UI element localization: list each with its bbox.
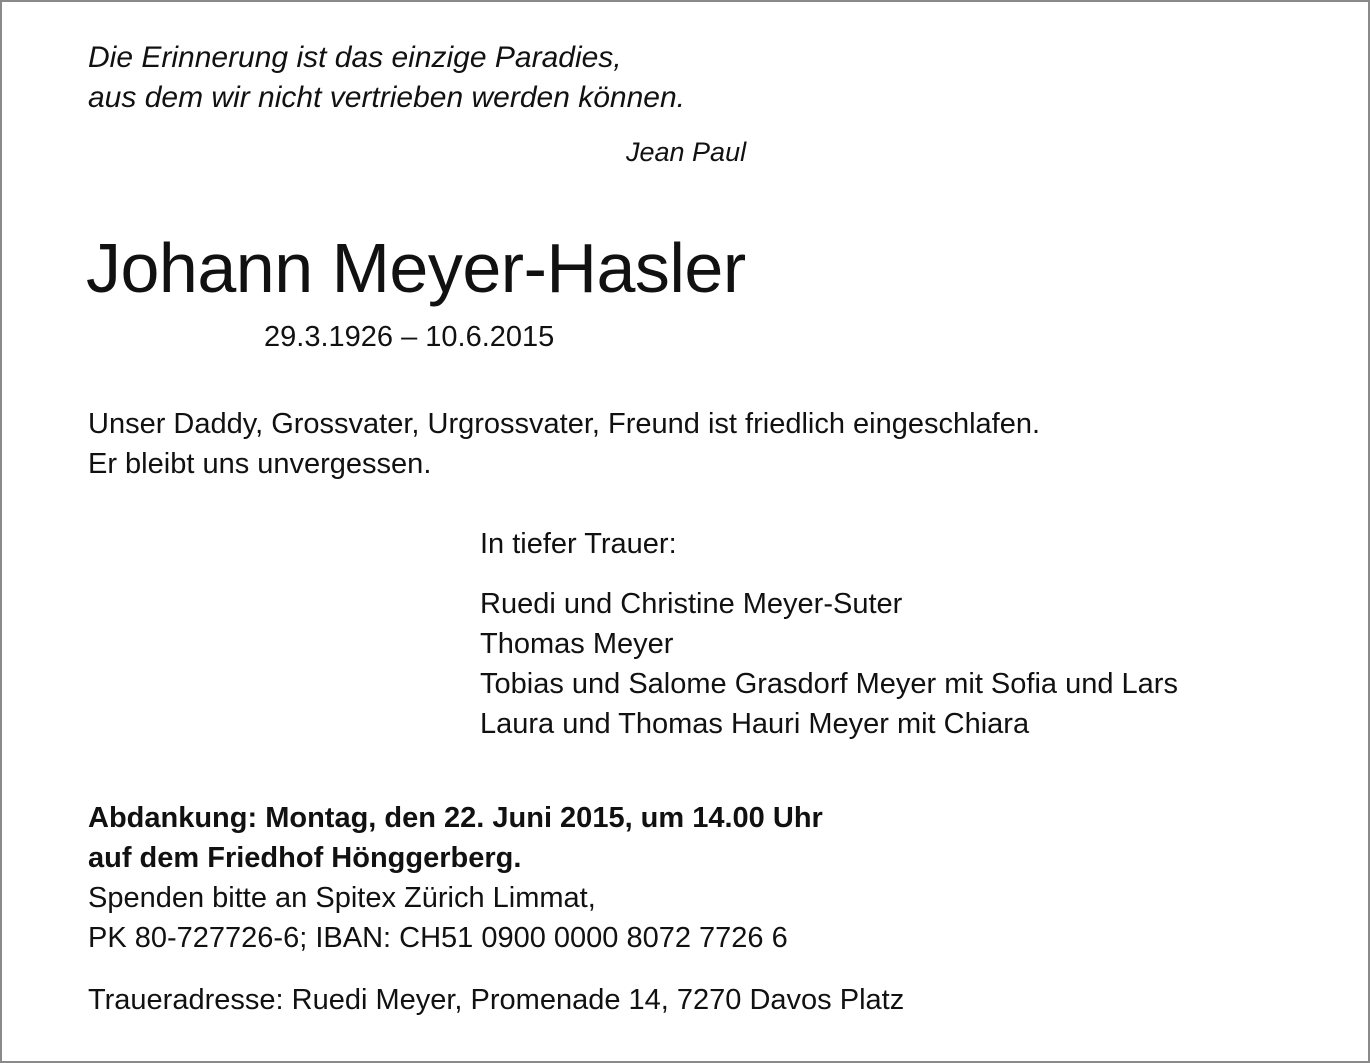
deceased-name: Johann Meyer-Hasler <box>86 229 746 307</box>
mourner-name: Tobias und Salome Grasdorf Meyer mit Sofia und Lars <box>480 668 1178 700</box>
mourners-heading: In tiefer Trauer: <box>480 528 677 560</box>
quote-author: Jean Paul <box>626 137 747 167</box>
mourner-name: Ruedi und Christine Meyer-Suter <box>480 588 903 620</box>
ceremony-place-line: auf dem Friedhof Hönggerberg. <box>88 842 522 874</box>
quote-line-1: Die Erinnerung ist das einzige Paradies, <box>88 41 622 74</box>
ceremony-date-line: Abdankung: Montag, den 22. Juni 2015, um 14.00 Uhr <box>88 802 823 834</box>
quote-line-2: aus dem wir nicht vertrieben werden können. <box>88 81 685 114</box>
message-line-1: Unser Daddy, Grossvater, Urgrossvater, Freund ist friedlich eingeschlafen. <box>88 408 1041 440</box>
life-dates: 29.3.1926 – 10.6.2015 <box>264 321 555 353</box>
donation-line: Spenden bitte an Spitex Zürich Limmat, <box>88 882 596 914</box>
mourning-address: Traueradresse: Ruedi Meyer, Promenade 14, 7270 Davos Platz <box>88 984 905 1016</box>
ceremony-block <box>88 798 823 958</box>
mourner-name: Thomas Meyer <box>480 628 674 660</box>
mourner-name: Laura und Thomas Hauri Meyer mit Chiara <box>480 708 1030 740</box>
bank-details-line: PK 80-727726-6; IBAN: CH51 0900 0000 8072 7726 6 <box>88 922 788 954</box>
quote-block <box>88 38 685 118</box>
message-block <box>88 404 1040 484</box>
mourners-list <box>480 584 1178 744</box>
message-line-2: Er bleibt uns unvergessen. <box>88 448 432 480</box>
